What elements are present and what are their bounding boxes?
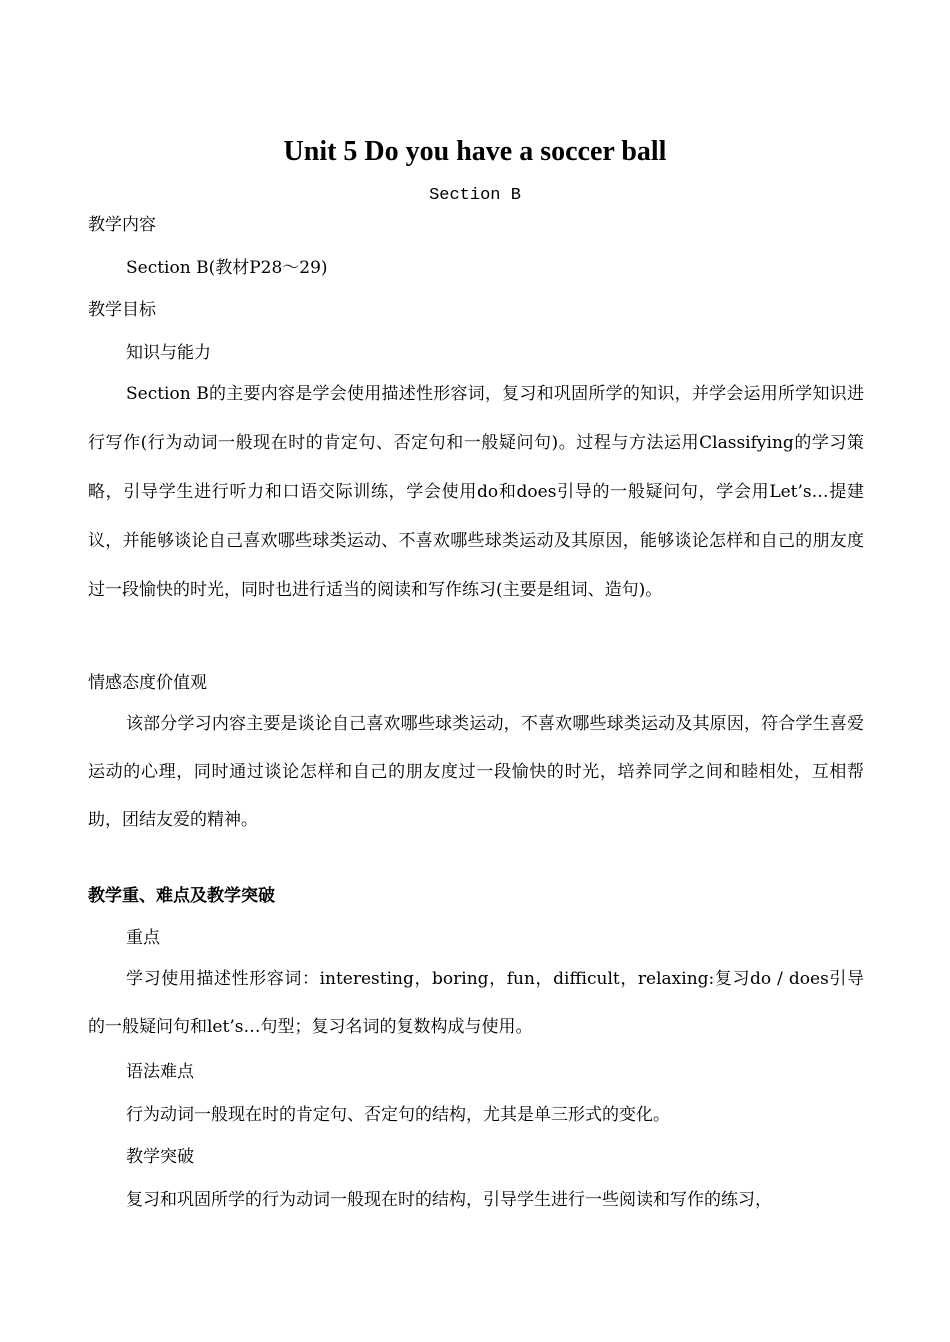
objectives-heading: 教学目标 (88, 300, 156, 320)
breakthrough-text: 复习和巩固所学的行为动词一般现在时的结构，引导学生进行一些阅读和写作的练习， (126, 1190, 772, 1210)
document-subtitle: Section B (429, 186, 521, 205)
grammar-heading: 语法难点 (126, 1062, 194, 1082)
attitude-paragraph: 该部分学习内容主要是谈论自己喜欢哪些球类运动，不喜欢哪些球类运动及其原因，符合学生喜爱运动的心理，同时通过谈论怎样和自己的朋友度过一段愉快的时光，培养同学之间和睦相处，互相帮助，团结友爱的精神。 (88, 714, 864, 830)
content-heading: 教学内容 (88, 215, 156, 235)
attitude-heading: 情感态度价值观 (88, 673, 207, 693)
key-points-heading: 教学重、难点及教学突破 (88, 886, 275, 906)
content-text: Section B(教材P28～29) (126, 258, 328, 278)
knowledge-heading: 知识与能力 (126, 343, 211, 363)
breakthrough-heading: 教学突破 (126, 1147, 194, 1167)
grammar-text: 行为动词一般现在时的肯定句、否定句的结构，尤其是单三形式的变化。 (126, 1105, 670, 1125)
document-title: Unit 5 Do you have a soccer ball (283, 136, 667, 167)
focus-paragraph: 学习使用描述性形容词：interesting，boring，fun，difficult，relaxing:复习do / does引导的一般疑问句和let’s…句型；复习名词的复数构成与使用。 (88, 969, 864, 1037)
knowledge-paragraph: Section B的主要内容是学会使用描述性形容词，复习和巩固所学的知识，并学会运用所学知识进行写作(行为动词一般现在时的肯定句、否定句和一般疑问句)。过程与方法运用Classifying的学习策略，引导学生进行听力和口语交际训练，学会使用do和does引导的一般疑问句，学会用Let’s…提建议，并能够谈论自己喜欢哪些球类运动、不喜欢哪些球类运动及其原因，能够谈论怎样和自己的朋友度过一段愉快的时光，同时也进行适当的阅读和写作练习(主要是组词、造句)。 (88, 384, 864, 600)
focus-heading: 重点 (126, 928, 160, 948)
